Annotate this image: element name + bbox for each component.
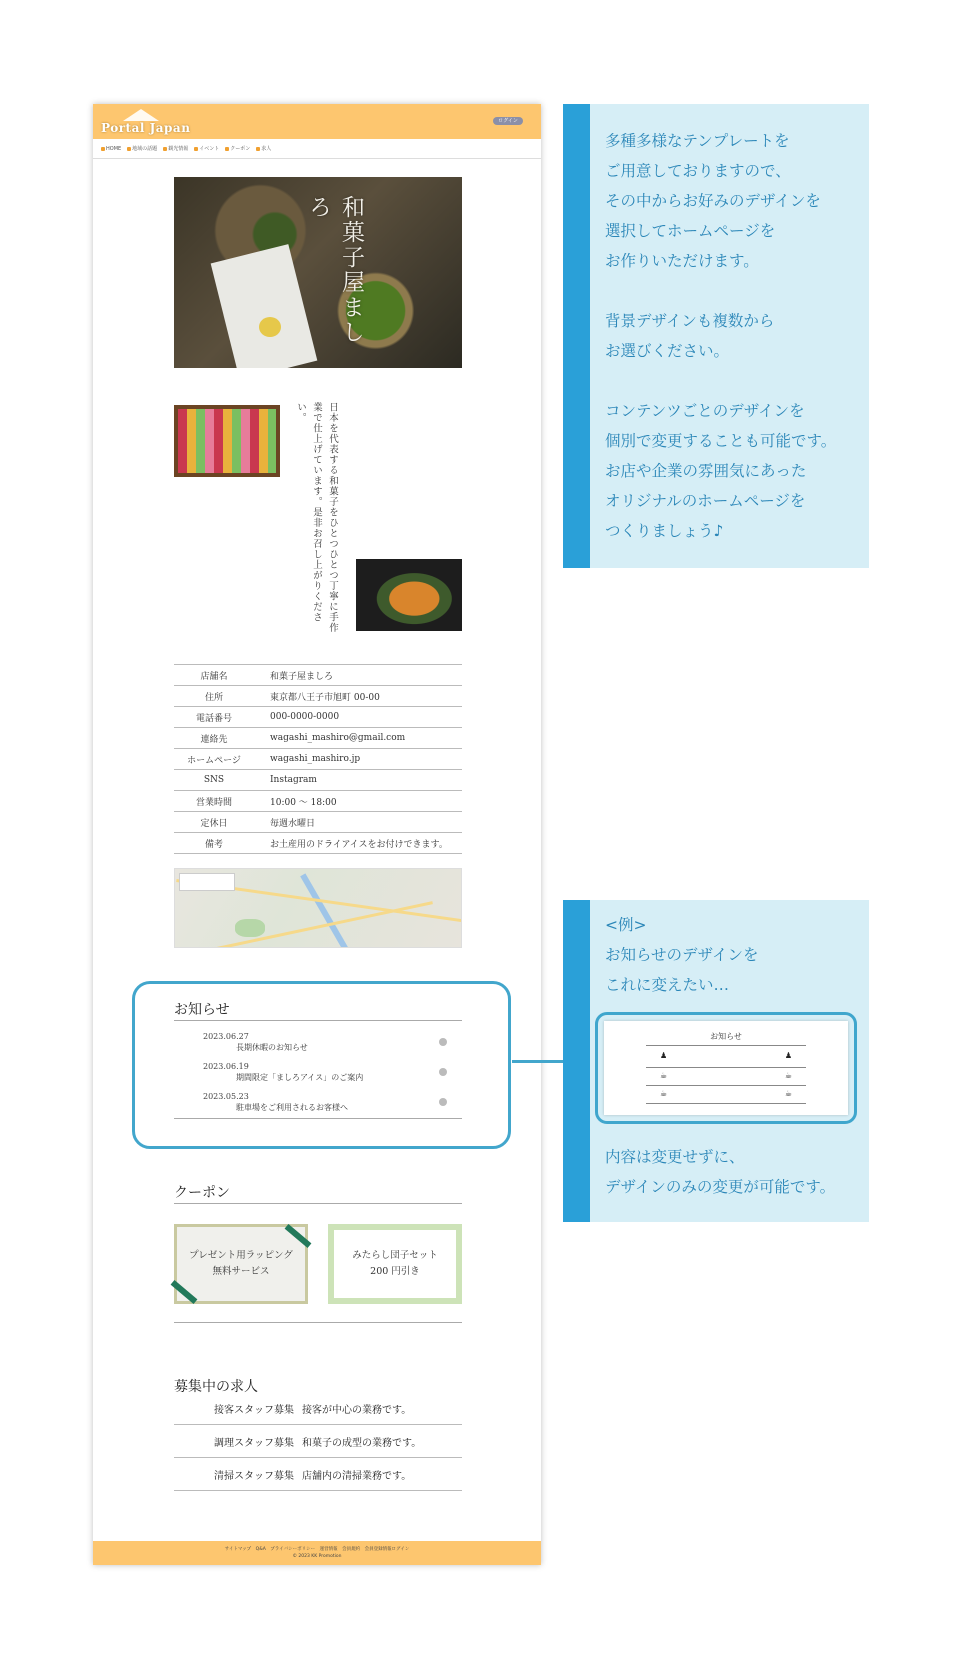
callout-line: 選択してホームページを xyxy=(605,222,776,240)
coupon-line: プレゼント用ラッピング xyxy=(189,1250,293,1261)
logo-text: Portal Japan xyxy=(101,121,191,135)
store-map[interactable] xyxy=(174,868,462,948)
cat-icon: ♟ xyxy=(784,1051,792,1060)
info-value: 和菓子屋ましろ xyxy=(270,671,334,682)
job-desc: 店舗内の清掃業務です。 xyxy=(302,1470,412,1482)
nav-item-home[interactable] xyxy=(101,146,121,152)
connector-line xyxy=(512,1060,563,1063)
coupon-text xyxy=(352,1248,438,1280)
table-row xyxy=(174,707,462,728)
info-value: お土産用のドライアイスをお付けできます。 xyxy=(270,839,448,850)
divider xyxy=(646,1067,806,1068)
table-row xyxy=(174,728,462,749)
footer-links[interactable]: サイトマップ Q&A プライバシーポリシー 運営情報 会員規約 会員登録情報ログイン xyxy=(224,1547,410,1552)
site-footer xyxy=(93,1541,541,1565)
job-role: 接客スタッフ募集 xyxy=(214,1404,294,1416)
site-header xyxy=(93,104,541,139)
table-row xyxy=(174,770,462,791)
news-item[interactable] xyxy=(203,1062,453,1083)
callout-line: お知らせのデザインを xyxy=(605,946,759,964)
info-value: 000-0000-0000 xyxy=(270,712,340,722)
map-park xyxy=(235,919,265,937)
news-date: 2023.06.27 xyxy=(203,1032,249,1041)
callout-line: その中からお好みのデザインを xyxy=(605,192,821,210)
job-row[interactable] xyxy=(174,1425,462,1458)
spacer xyxy=(605,366,869,396)
info-value: 毎週水曜日 xyxy=(270,818,316,829)
info-label: 店舗名 xyxy=(200,671,228,682)
cup-icon: ☕ xyxy=(660,1089,668,1098)
info-value: 10:00 ～ 18:00 xyxy=(270,797,337,808)
divider xyxy=(174,1118,462,1119)
info-label: SNS xyxy=(203,775,225,785)
job-desc: 接客が中心の業務です。 xyxy=(302,1404,412,1416)
coupon-title: クーポン xyxy=(174,1185,230,1201)
table-row xyxy=(174,749,462,770)
job-role: 清掃スタッフ募集 xyxy=(214,1470,294,1482)
example-title: お知らせ xyxy=(710,1032,742,1041)
login-button[interactable]: ログイン xyxy=(493,117,523,125)
callout-line: デザインのみの変更が可能です。 xyxy=(605,1178,836,1196)
mountain-icon xyxy=(123,109,159,121)
jobs-icon xyxy=(256,147,260,151)
callout-line: つくりましょう♪ xyxy=(605,522,724,540)
cup-icon: ☕ xyxy=(784,1089,792,1098)
cup-icon: ☕ xyxy=(660,1071,668,1080)
example-news-card xyxy=(604,1021,848,1115)
website-preview xyxy=(93,104,541,1565)
table-row xyxy=(174,812,462,833)
map-info-card xyxy=(179,873,235,891)
info-value: 東京都八王子市旭町 00-00 xyxy=(270,692,380,703)
job-desc: 和菓子の成型の業務です。 xyxy=(302,1437,422,1449)
dango-photo xyxy=(356,559,462,631)
hero-title: 和菓子屋ましろ xyxy=(305,195,364,345)
info-label: ホームページ xyxy=(187,755,241,766)
news-text: 駐車場をご利用されるお客様へ xyxy=(236,1103,348,1112)
news-text: 長期休暇のお知らせ xyxy=(236,1043,308,1052)
table-row xyxy=(174,686,462,707)
info-label: 電話番号 xyxy=(195,713,232,724)
job-role: 調理スタッフ募集 xyxy=(214,1437,294,1449)
info-label: 連絡先 xyxy=(200,734,228,745)
news-item[interactable] xyxy=(203,1092,453,1113)
nav-label: 地域の話題 xyxy=(132,146,158,152)
intro-text: 日本を代表する和菓子をひとつひとつ丁寧に手作業で仕上げています。是非お召し上がりください。 xyxy=(295,402,338,633)
nav-label: HOME xyxy=(106,145,122,152)
callout-line: お店や企業の雰囲気にあった xyxy=(605,462,807,480)
ribbon-decoration xyxy=(285,1224,312,1248)
job-row[interactable] xyxy=(174,1392,462,1425)
site-logo[interactable] xyxy=(101,109,191,135)
callout-line: ご用意しておりますので、 xyxy=(605,162,791,180)
divider xyxy=(646,1045,806,1046)
tourism-icon xyxy=(163,147,167,151)
callout-line: お作りいただけます。 xyxy=(605,252,759,270)
nav-item-jobs[interactable] xyxy=(256,145,271,152)
coupon-card-wrapping[interactable] xyxy=(174,1224,308,1304)
callout-line: コンテンツごとのデザインを xyxy=(605,402,805,420)
info-label: 営業時間 xyxy=(195,797,232,808)
cat-icon: ♟ xyxy=(660,1051,668,1060)
divider xyxy=(174,1020,462,1021)
news-date: 2023.05.23 xyxy=(203,1092,249,1101)
ribbon-decoration xyxy=(171,1280,198,1304)
nav-item-events[interactable] xyxy=(194,145,219,152)
callout-line: <例> xyxy=(605,916,647,934)
home-icon xyxy=(101,147,105,151)
footer-copyright: © 2023 KK Promotion xyxy=(292,1554,342,1559)
coupon-icon xyxy=(225,147,229,151)
hero-image xyxy=(174,177,462,368)
nav-label: クーポン xyxy=(230,146,251,152)
wagashi-box-photo xyxy=(174,405,280,477)
nav-label: 観光情報 xyxy=(168,146,189,152)
template-description-panel xyxy=(563,104,869,568)
callout-line: 多種多様なテンプレートを xyxy=(605,132,790,150)
cup-icon: ☕ xyxy=(784,1071,792,1080)
divider xyxy=(174,1322,462,1323)
callout-line: お選びください。 xyxy=(605,342,730,360)
hero-sweet xyxy=(259,317,281,337)
coupon-text xyxy=(189,1248,293,1280)
divider xyxy=(646,1103,806,1104)
callout-line: 背景デザインも複数から xyxy=(605,312,775,330)
example-news-design xyxy=(595,1012,857,1124)
spacer xyxy=(605,276,869,306)
coupon-card-dango[interactable] xyxy=(328,1224,462,1304)
callout-line: これに変えたい… xyxy=(605,976,730,994)
arrow-icon xyxy=(439,1098,447,1106)
nav-item-topics[interactable] xyxy=(127,145,157,152)
divider xyxy=(174,1203,462,1204)
info-value[interactable]: wagashi_mashiro.jp xyxy=(270,754,361,764)
coupon-line: 無料サービス xyxy=(212,1266,270,1277)
news-text: 期間限定「ましろアイス」のご案内 xyxy=(236,1073,364,1082)
callout-line: 個別で変更することも可能です。 xyxy=(605,432,837,450)
coupon-line: 200 円引き xyxy=(370,1266,420,1277)
event-icon xyxy=(194,147,198,151)
job-row[interactable] xyxy=(174,1458,462,1491)
news-item[interactable] xyxy=(203,1032,453,1053)
topic-icon xyxy=(127,147,131,151)
news-date: 2023.06.19 xyxy=(203,1062,249,1071)
site-nav xyxy=(93,139,541,159)
table-row xyxy=(174,665,462,686)
info-value[interactable]: wagashi_mashiro@gmail.com xyxy=(270,733,406,743)
info-label: 定休日 xyxy=(200,818,228,829)
info-value[interactable]: Instagram xyxy=(270,775,317,785)
nav-item-tourism[interactable] xyxy=(163,145,188,152)
arrow-icon xyxy=(439,1038,447,1046)
divider xyxy=(646,1085,806,1086)
nav-label: イベント xyxy=(199,146,220,152)
news-title: お知らせ xyxy=(174,1002,230,1018)
coupon-line: みたらし団子セット xyxy=(352,1250,438,1261)
callout-line: オリジナルのホームページを xyxy=(605,492,806,510)
nav-item-coupons[interactable] xyxy=(225,145,250,152)
info-label: 備考 xyxy=(204,839,223,850)
jobs-title: 募集中の求人 xyxy=(174,1379,258,1395)
info-label: 住所 xyxy=(204,692,223,703)
arrow-icon xyxy=(439,1068,447,1076)
nav-label: 求人 xyxy=(261,146,272,152)
callout-line: 内容は変更せずに、 xyxy=(605,1148,745,1166)
table-row xyxy=(174,833,462,854)
table-row xyxy=(174,791,462,812)
shop-info-table xyxy=(174,664,462,854)
